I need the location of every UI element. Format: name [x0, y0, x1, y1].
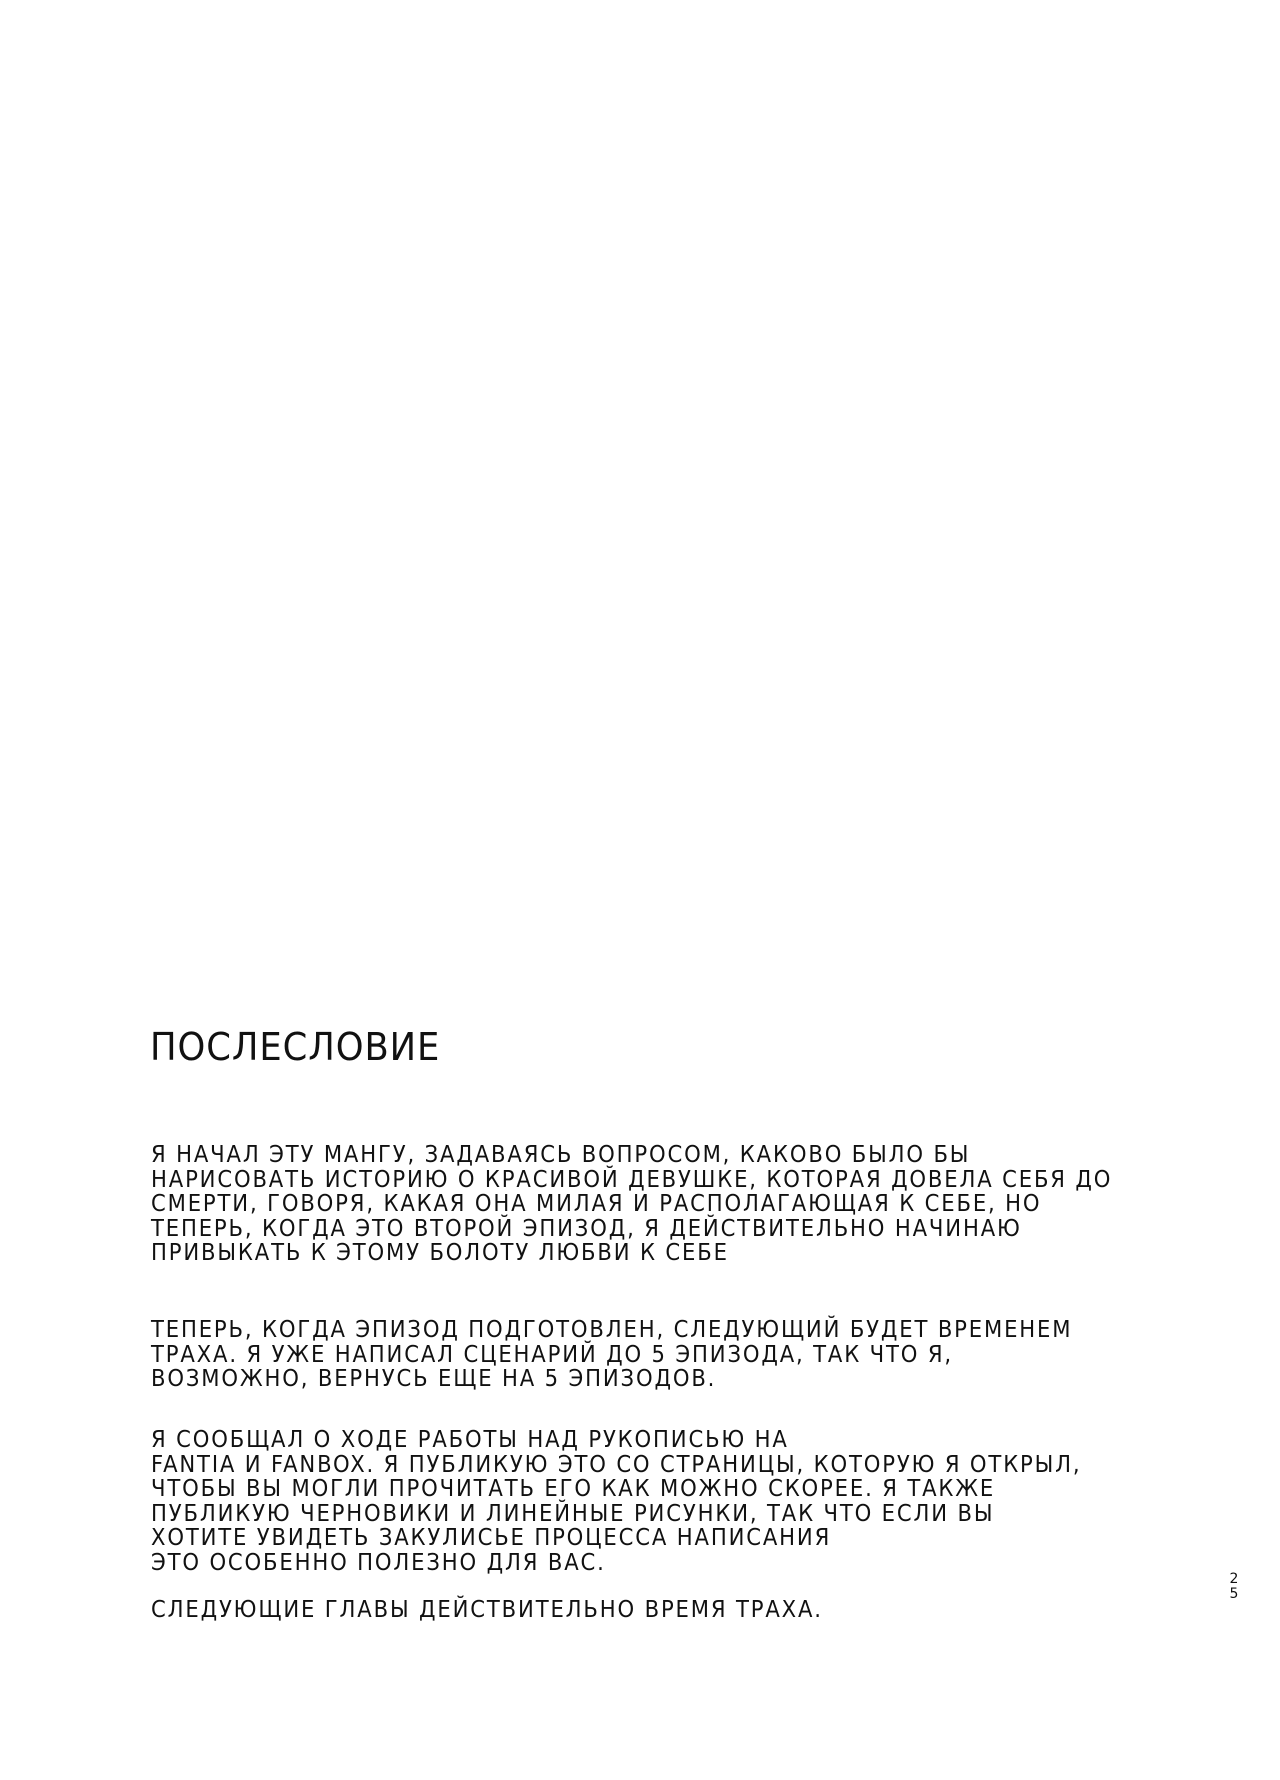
- afterword-paragraph-4: СЛЕДУЮЩИЕ ГЛАВЫ ДЕЙСТВИТЕЛЬНО ВРЕМЯ ТРАХА.: [151, 1597, 823, 1623]
- afterword-paragraph-1: Я НАЧАЛ ЭТУ МАНГУ, ЗАДАВАЯСЬ ВОПРОСОМ, КАКОВО БЫЛО БЫ НАРИСОВАТЬ ИСТОРИЮ О КРАСИВОЙ ДЕВУШКЕ, КОТОРАЯ ДОВЕЛА СЕБЯ ДО СМЕРТИ, ГОВОРЯ, КАКАЯ ОНА МИЛАЯ И РАСПОЛАГАЮЩАЯ К СЕБЕ, НО ТЕПЕРЬ, КОГДА ЭТО ВТОРОЙ ЭПИЗОД, Я ДЕЙСТВИТЕЛЬНО НАЧИНАЮ ПРИВЫКАТЬ К ЭТОМУ БОЛОТУ ЛЮБВИ К СЕБЕ: [151, 1142, 1113, 1266]
- afterword-paragraph-3: Я СООБЩАЛ О ХОДЕ РАБОТЫ НАД РУКОПИСЬЮ НА FANTIA И FANBOX. Я ПУБЛИКУЮ ЭТО СО СТРАНИЦЫ, КОТОРУЮ Я ОТКРЫЛ, ЧТОБЫ ВЫ МОГЛИ ПРОЧИТАТЬ ЕГО КАК МОЖНО СКОРЕЕ. Я ТАКЖЕ ПУБЛИКУЮ ЧЕРНОВИКИ И ЛИНЕЙНЫЕ РИСУНКИ, ТАК ЧТО ЕСЛИ ВЫ ХОТИТЕ УВИДЕТЬ ЗАКУЛИСЬЕ ПРОЦЕССА НАПИСАНИЯ ЭТО ОСОБЕННО ПОЛЕЗНО ДЛЯ ВАС.: [151, 1427, 1082, 1576]
- page-number: 25: [1229, 1571, 1239, 1602]
- afterword-title: ПОСЛЕСЛОВИЕ: [150, 1025, 441, 1069]
- afterword-paragraph-2: ТЕПЕРЬ, КОГДА ЭПИЗОД ПОДГОТОВЛЕН, СЛЕДУЮЩИЙ БУДЕТ ВРЕМЕНЕМ ТРАХА. Я УЖЕ НАПИСАЛ СЦЕНАРИЙ ДО 5 ЭПИЗОДА, ТАК ЧТО Я, ВОЗМОЖНО, ВЕРНУСЬ ЕЩЕ НА 5 ЭПИЗОДОВ.: [151, 1317, 1073, 1392]
